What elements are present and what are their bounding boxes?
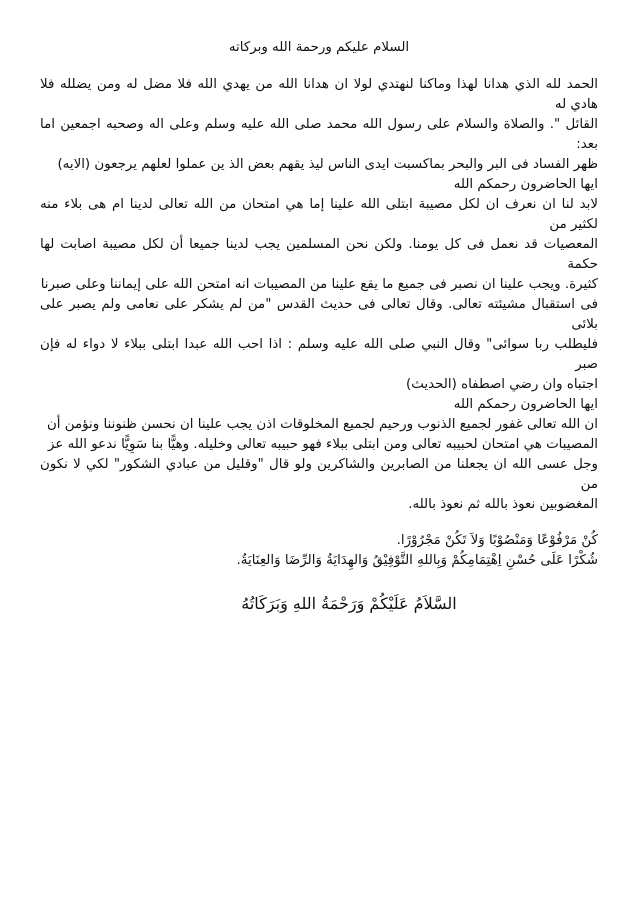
intro-paragraph [40,75,598,195]
body-line: اجتباه وان رضي اصطفاه (الحديث) [406,377,598,392]
body-line: ايها الحاضرون رحمكم الله [453,397,598,412]
intro-line: ايها الحاضرون رحمكم الله [453,177,598,192]
body-line: المغضوبين نعوذ بالله ثم نعوذ بالله. [408,497,598,512]
body-line: كثيرة. ويجب علينا ان نصبر فى جميع ما يقع علينا من المصيبات انه امتحن الله على إيماننا وعلى صبرنا [40,277,598,292]
intro-line: الحمد لله الذي هدانا لهذا وماكنا لنهتدي لولا ان هدانا الله من يهدي الله فلا مضل له ومن يضلله فلا هادي له [40,77,598,112]
intro-line: القائل ". والصلاة والسلام على رسول الله محمد صلى الله عليه وسلم وعلى اله وصحبه اجمعين اما بعد: [40,117,598,152]
intro-line: ظهر الفساد فى البر والبحر بماكسبت ايدى الناس ليذ يقهم بعض الذ ين عملوا لعلهم يرجعون (الايه) [57,157,598,172]
body-line: ان الله تعالى غفور لجميع الذنوب ورحيم لجميع المخلوقات اذن يجب علينا ان نحسن ظنوننا ونؤمن أن [46,417,598,432]
body-line: لابد لنا ان نعرف ان لكل مصيبة ابتلى الله علينا إما هي امتحان من الله تعالى لدينا ام هى بلاء منه لكثير من [40,197,598,232]
closing-salutation: السَّلاَمُ عَلَيْكُمْ وَرَحْمَةُ اللهِ وَبَرَكَاتُهُ [241,594,457,613]
body-line: المصيبات هي امتحان لحبيبه تعالى ومن ابتلى ببلاء فهو حبيبه تعالى وخليله. وهيًّا بنا سَوِيًّا ندعو الله عز [47,437,598,452]
greeting-heading: السلام عليكم ورحمة الله وبركاته [228,40,410,55]
body-line: فى استقبال مشيئته تعالى. وقال تعالى فى حديث القدس "من لم يشكر على نعامى ولم يصبر على بلائى [40,297,598,332]
body-line: فليطلب ربا سوائى" وقال النبي صلى الله عليه وسلم : اذا احب الله عبدا ابتلى ببلاء لا دواء له فإن صبر [40,337,598,372]
body-paragraph [40,195,598,515]
blessing-line: كُنْ مَرْفُوْعًا وَمَنْصُوْبًا وَلاَ تَكُنْ مَجْرُوْرًا. [396,533,598,548]
blessing-paragraph [40,531,598,571]
body-line: المعصيات قد نعمل فى كل يومنا. ولكن نحن المسلمين يجب لدينا جميعا أن لكل مصيبة اصابت لها حكمة [40,237,598,272]
blessing-line: شُكْرًا عَلَى حُسْنِ اِهْتِمَامِكُمْ وَبِاللهِ التَّوْفِيْقُ وَالهِدَايَةُ وَالرِّضَا وَالعِنَايَةُ. [236,553,598,568]
letter-body [40,38,598,616]
body-line: وجل عسى الله ان يجعلنا من الصابرين والشاكرين ولو قال "وقليل من عبادي الشكور" لكي لا نكون من [40,457,598,492]
